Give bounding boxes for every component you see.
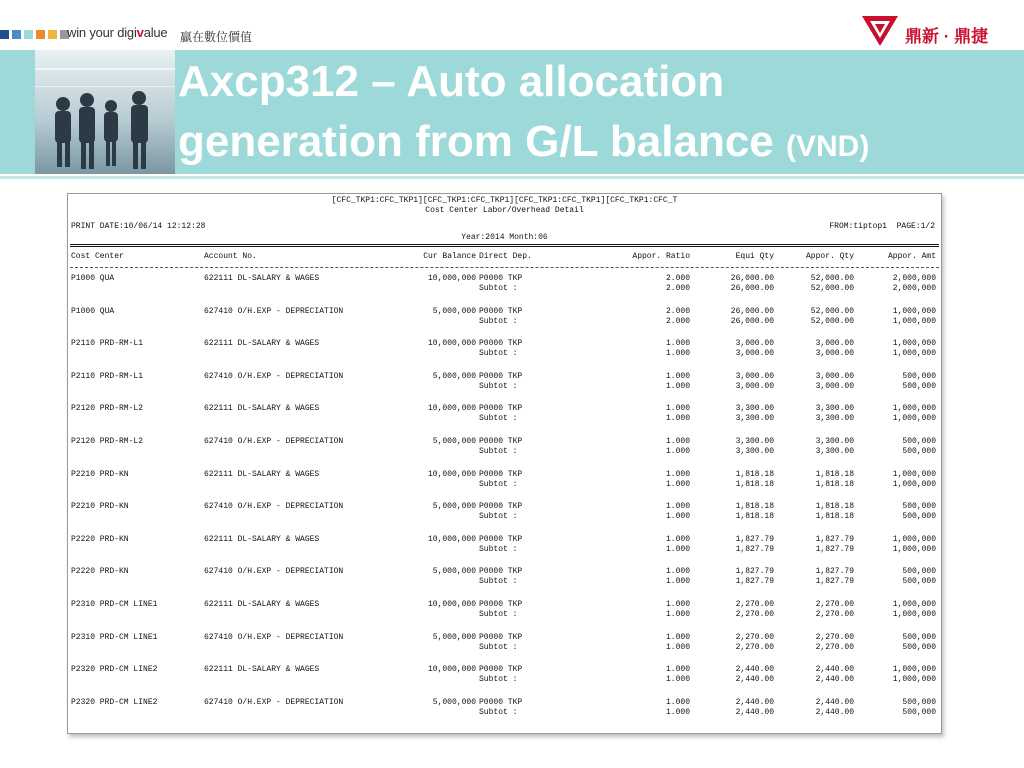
brand-square (24, 30, 33, 39)
brand-slogan: win your digivalue (67, 25, 168, 40)
cell-cost-center: P2110 PRD-RM-L1 (71, 371, 144, 381)
cell-subtot-label: Subtot : (479, 642, 518, 652)
cell-cur-balance: 10,000,000 (427, 274, 476, 283)
cell-cost-center: P2120 PRD-RM-L2 (71, 404, 144, 414)
cell-account-no: 627410 O/H.EXP - DEPRECIATION (204, 567, 344, 577)
cell-appor-ratio: 1.000 (665, 404, 690, 414)
row-subtotal-line (68, 382, 941, 392)
cell-appor-qty: 1,827.79 (815, 567, 854, 577)
row-detail-line (68, 470, 941, 480)
report-header-rule (70, 244, 939, 247)
cell-cost-center: P2120 PRD-RM-L2 (71, 437, 144, 446)
cell-appor-ratio: 1.000 (665, 600, 690, 609)
cell-subtot-equi: 2,440.00 (735, 675, 774, 685)
cell-subtot-label: Subtot : (479, 284, 518, 293)
cell-subtot-amt: 500,000 (902, 642, 936, 652)
cell-subtot-label: Subtot : (479, 349, 518, 359)
table-row (68, 437, 941, 461)
cell-cost-center: P2320 PRD-CM LINE2 (71, 697, 158, 707)
cell-cost-center: P2310 PRD-CM LINE1 (71, 632, 158, 642)
table-row (68, 470, 941, 494)
cell-subtot-label: Subtot : (479, 512, 518, 522)
cell-subtot-appq: 52,000.00 (810, 284, 854, 293)
cell-subtot-appq: 1,818.18 (815, 512, 854, 522)
cell-subtot-label: Subtot : (479, 479, 518, 489)
table-row (68, 502, 941, 526)
cell-appor-amt: 1,000,000 (892, 600, 936, 609)
cell-appor-ratio: 1.000 (665, 567, 690, 577)
cell-subtot-equi: 1,818.18 (735, 479, 774, 489)
cell-subtot-ratio: 1.000 (665, 479, 690, 489)
cell-subtot-appq: 2,270.00 (815, 642, 854, 652)
table-row (68, 600, 941, 624)
cell-subtot-appq: 1,818.18 (815, 479, 854, 489)
cell-equi-qty: 2,270.00 (735, 600, 774, 609)
report-column-rule (70, 267, 939, 268)
company-logo-text: 鼎新 · 鼎捷 (905, 27, 989, 46)
cell-account-no: 627410 O/H.EXP - DEPRECIATION (204, 697, 344, 707)
cell-direct-dep: P0000 TKP (479, 534, 523, 544)
row-detail-line (68, 502, 941, 512)
cell-appor-amt: 500,000 (902, 371, 936, 381)
row-detail-line (68, 372, 941, 382)
cell-subtot-label: Subtot : (479, 544, 518, 554)
cell-equi-qty: 3,300.00 (735, 404, 774, 414)
cell-appor-amt: 1,000,000 (892, 306, 936, 316)
cell-appor-amt: 500,000 (902, 697, 936, 707)
table-row (68, 698, 941, 722)
company-logo-icon (860, 10, 900, 50)
cell-subtot-ratio: 1.000 (665, 512, 690, 522)
cell-direct-dep: P0000 TKP (479, 437, 523, 446)
cell-direct-dep: P0000 TKP (479, 502, 523, 512)
cell-appor-ratio: 1.000 (665, 437, 690, 446)
cell-subtot-amt: 1,000,000 (892, 610, 936, 619)
cell-cur-balance: 5,000,000 (432, 632, 476, 642)
table-row (68, 372, 941, 396)
slide-title (178, 52, 1018, 177)
cell-equi-qty: 1,827.79 (735, 534, 774, 544)
cell-appor-ratio: 2.000 (665, 274, 690, 283)
cell-subtot-equi: 3,000.00 (735, 349, 774, 359)
row-detail-line (68, 698, 941, 708)
brand-square (12, 30, 21, 39)
cell-subtot-amt: 1,000,000 (892, 316, 936, 326)
report-column-headers (68, 252, 941, 264)
cell-subtot-ratio: 1.000 (665, 447, 690, 456)
cell-subtot-amt: 2,000,000 (892, 284, 936, 293)
cell-appor-amt: 1,000,000 (892, 404, 936, 414)
slide-title-currency: (VND) (786, 130, 870, 163)
table-row (68, 307, 941, 331)
cell-account-no: 622111 DL-SALARY & WAGES (204, 600, 320, 609)
cell-account-no: 627410 O/H.EXP - DEPRECIATION (204, 437, 344, 446)
row-subtotal-line (68, 317, 941, 327)
cell-appor-ratio: 1.000 (665, 534, 690, 544)
cell-equi-qty: 2,440.00 (735, 697, 774, 707)
cell-appor-qty: 3,000.00 (815, 371, 854, 381)
cell-appor-ratio: 1.000 (665, 469, 690, 479)
cell-subtot-appq: 1,827.79 (815, 544, 854, 554)
col-appor-amt: Appor. Amt (887, 252, 936, 261)
cell-account-no: 622111 DL-SALARY & WAGES (204, 274, 320, 283)
cell-subtot-amt: 500,000 (902, 577, 936, 587)
cell-appor-ratio: 1.000 (665, 697, 690, 707)
cell-subtot-equi: 26,000.00 (730, 316, 774, 326)
top-bar (0, 0, 1024, 50)
cell-direct-dep: P0000 TKP (479, 306, 523, 316)
cell-subtot-appq: 2,270.00 (815, 610, 854, 619)
report-subtitle: Cost Center Labor/Overhead Detail (425, 206, 584, 215)
cell-appor-qty: 2,440.00 (815, 697, 854, 707)
cell-subtot-amt: 1,000,000 (892, 349, 936, 359)
cell-cost-center: P2320 PRD-CM LINE2 (71, 665, 158, 675)
cell-cur-balance: 10,000,000 (427, 469, 476, 479)
report-page-info: FROM:tiptop1 PAGE:1/2 (829, 222, 935, 231)
cell-cur-balance: 5,000,000 (432, 306, 476, 316)
row-subtotal-line (68, 284, 941, 294)
cell-subtot-label: Subtot : (479, 610, 518, 619)
cell-subtot-ratio: 1.000 (665, 642, 690, 652)
cell-equi-qty: 3,300.00 (735, 437, 774, 446)
row-subtotal-line (68, 675, 941, 685)
cell-appor-amt: 1,000,000 (892, 665, 936, 675)
cell-account-no: 622111 DL-SALARY & WAGES (204, 665, 320, 675)
cell-subtot-ratio: 1.000 (665, 675, 690, 685)
cell-appor-amt: 500,000 (902, 632, 936, 642)
report-top-line: [CFC_TKP1:CFC_TKP1][CFC_TKP1:CFC_TKP1][CFC_TKP1:CFC_TKP1][CFC_TKP1:CFC_T (331, 196, 678, 205)
cell-cost-center: P2210 PRD-KN (71, 502, 129, 512)
cell-subtot-amt: 500,000 (902, 512, 936, 522)
col-direct-dep: Direct Dep. (479, 252, 532, 261)
cell-subtot-amt: 1,000,000 (892, 479, 936, 489)
cell-appor-qty: 2,270.00 (815, 632, 854, 642)
banner-underline (0, 176, 1024, 179)
row-subtotal-line (68, 708, 941, 718)
cell-appor-qty: 52,000.00 (810, 274, 854, 283)
cell-cost-center: P2210 PRD-KN (71, 469, 129, 479)
row-detail-line (68, 633, 941, 643)
row-detail-line (68, 665, 941, 675)
col-cur-balance: Cur Balance (423, 252, 476, 261)
cell-subtot-label: Subtot : (479, 675, 518, 685)
cell-equi-qty: 26,000.00 (730, 274, 774, 283)
cell-appor-amt: 1,000,000 (892, 469, 936, 479)
row-subtotal-line (68, 577, 941, 587)
cell-appor-ratio: 1.000 (665, 371, 690, 381)
cell-account-no: 622111 DL-SALARY & WAGES (204, 534, 320, 544)
col-appor-qty: Appor. Qty (805, 252, 854, 261)
cell-cur-balance: 10,000,000 (427, 534, 476, 544)
cell-account-no: 622111 DL-SALARY & WAGES (204, 339, 320, 349)
cell-cost-center: P1000 QUA (71, 306, 115, 316)
row-detail-line (68, 437, 941, 447)
cell-appor-ratio: 1.000 (665, 339, 690, 349)
table-row (68, 665, 941, 689)
row-detail-line (68, 600, 941, 610)
cell-account-no: 622111 DL-SALARY & WAGES (204, 404, 320, 414)
cell-subtot-equi: 2,270.00 (735, 610, 774, 619)
row-subtotal-line (68, 447, 941, 457)
business-people-photo (35, 50, 175, 174)
cell-subtot-ratio: 1.000 (665, 610, 690, 619)
cell-appor-ratio: 1.000 (665, 502, 690, 512)
cell-subtot-amt: 500,000 (902, 381, 936, 391)
cell-subtot-label: Subtot : (479, 414, 518, 424)
cell-subtot-ratio: 1.000 (665, 577, 690, 587)
cell-account-no: 622111 DL-SALARY & WAGES (204, 469, 320, 479)
cell-subtot-appq: 2,440.00 (815, 707, 854, 717)
row-subtotal-line (68, 414, 941, 424)
cell-direct-dep: P0000 TKP (479, 632, 523, 642)
brand-square (48, 30, 57, 39)
brand-square (36, 30, 45, 39)
cell-subtot-equi: 3,300.00 (735, 447, 774, 456)
cell-appor-qty: 2,270.00 (815, 600, 854, 609)
cell-appor-amt: 1,000,000 (892, 534, 936, 544)
cell-subtot-equi: 2,440.00 (735, 707, 774, 717)
cell-subtot-appq: 3,000.00 (815, 381, 854, 391)
cell-appor-qty: 1,818.18 (815, 469, 854, 479)
cell-subtot-appq: 3,000.00 (815, 349, 854, 359)
table-row (68, 274, 941, 298)
cell-direct-dep: P0000 TKP (479, 274, 523, 283)
cell-equi-qty: 1,827.79 (735, 567, 774, 577)
cell-appor-qty: 3,300.00 (815, 437, 854, 446)
cell-subtot-equi: 2,270.00 (735, 642, 774, 652)
cell-appor-ratio: 1.000 (665, 632, 690, 642)
report-year-month: Year:2014 Month:06 (461, 233, 548, 242)
cell-appor-qty: 3,300.00 (815, 404, 854, 414)
cell-cost-center: P1000 QUA (71, 274, 115, 283)
cell-subtot-amt: 500,000 (902, 707, 936, 717)
cell-subtot-label: Subtot : (479, 316, 518, 326)
cell-subtot-ratio: 2.000 (665, 316, 690, 326)
row-detail-line (68, 567, 941, 577)
table-row (68, 404, 941, 428)
cell-subtot-ratio: 1.000 (665, 707, 690, 717)
cell-subtot-ratio: 1.000 (665, 381, 690, 391)
cell-account-no: 627410 O/H.EXP - DEPRECIATION (204, 632, 344, 642)
row-subtotal-line (68, 545, 941, 555)
cell-subtot-appq: 2,440.00 (815, 675, 854, 685)
col-equi-qty: Equi Qty (735, 252, 774, 261)
cell-cost-center: P2220 PRD-KN (71, 567, 129, 577)
table-row (68, 339, 941, 363)
cell-cost-center: P2220 PRD-KN (71, 534, 129, 544)
cell-appor-ratio: 2.000 (665, 306, 690, 316)
cell-direct-dep: P0000 TKP (479, 404, 523, 414)
cell-subtot-appq: 3,300.00 (815, 447, 854, 456)
cell-subtot-amt: 500,000 (902, 447, 936, 456)
col-cost-center: Cost Center (71, 252, 124, 261)
cell-subtot-equi: 1,827.79 (735, 544, 774, 554)
cell-appor-amt: 500,000 (902, 567, 936, 577)
cell-equi-qty: 26,000.00 (730, 306, 774, 316)
cell-appor-amt: 2,000,000 (892, 274, 936, 283)
cell-appor-qty: 1,818.18 (815, 502, 854, 512)
cell-equi-qty: 1,818.18 (735, 469, 774, 479)
table-row (68, 567, 941, 591)
col-account-no: Account No. (204, 252, 257, 261)
cell-subtot-ratio: 1.000 (665, 414, 690, 424)
cell-subtot-appq: 1,827.79 (815, 577, 854, 587)
cell-subtot-equi: 1,818.18 (735, 512, 774, 522)
cell-direct-dep: P0000 TKP (479, 697, 523, 707)
slide-title-line1: Axcp312 – Auto allocation (178, 57, 725, 106)
cell-direct-dep: P0000 TKP (479, 469, 523, 479)
row-subtotal-line (68, 480, 941, 490)
row-detail-line (68, 307, 941, 317)
cell-subtot-ratio: 2.000 (665, 284, 690, 293)
cell-subtot-label: Subtot : (479, 447, 518, 456)
cell-subtot-label: Subtot : (479, 577, 518, 587)
brand-square (0, 30, 9, 39)
cell-subtot-equi: 1,827.79 (735, 577, 774, 587)
cell-subtot-amt: 1,000,000 (892, 544, 936, 554)
row-detail-line (68, 339, 941, 349)
cell-direct-dep: P0000 TKP (479, 371, 523, 381)
cell-direct-dep: P0000 TKP (479, 339, 523, 349)
cell-account-no: 627410 O/H.EXP - DEPRECIATION (204, 306, 344, 316)
brand-v-mark: v (136, 25, 144, 40)
cell-subtot-equi: 3,000.00 (735, 381, 774, 391)
cell-equi-qty: 3,000.00 (735, 371, 774, 381)
row-detail-line (68, 274, 941, 284)
table-row (68, 535, 941, 559)
cell-account-no: 627410 O/H.EXP - DEPRECIATION (204, 371, 344, 381)
cell-subtot-ratio: 1.000 (665, 349, 690, 359)
row-subtotal-line (68, 610, 941, 620)
cell-cur-balance: 5,000,000 (432, 697, 476, 707)
cell-cur-balance: 10,000,000 (427, 339, 476, 349)
brand-slogan-cn: 贏在數位價值 (180, 30, 253, 44)
cell-appor-qty: 3,000.00 (815, 339, 854, 349)
cell-subtot-equi: 3,300.00 (735, 414, 774, 424)
allocation-report (67, 193, 942, 734)
cell-cur-balance: 10,000,000 (427, 665, 476, 675)
brand-color-squares (0, 30, 69, 39)
cell-equi-qty: 2,270.00 (735, 632, 774, 642)
cell-direct-dep: P0000 TKP (479, 600, 523, 609)
cell-equi-qty: 1,818.18 (735, 502, 774, 512)
cell-appor-ratio: 1.000 (665, 665, 690, 675)
cell-cost-center: P2310 PRD-CM LINE1 (71, 600, 158, 609)
cell-appor-amt: 500,000 (902, 437, 936, 446)
row-subtotal-line (68, 643, 941, 653)
cell-subtot-label: Subtot : (479, 707, 518, 717)
table-row (68, 633, 941, 657)
col-appor-ratio: Appor. Ratio (632, 252, 690, 261)
cell-cur-balance: 5,000,000 (432, 437, 476, 446)
row-subtotal-line (68, 349, 941, 359)
cell-cost-center: P2110 PRD-RM-L1 (71, 339, 144, 349)
report-print-date: PRINT DATE:10/06/14 12:12:28 (71, 222, 206, 231)
row-detail-line (68, 535, 941, 545)
cell-appor-amt: 1,000,000 (892, 339, 936, 349)
cell-cur-balance: 10,000,000 (427, 600, 476, 609)
cell-subtot-amt: 1,000,000 (892, 675, 936, 685)
slide-title-line2: generation from G/L balance (VND) (178, 117, 870, 166)
cell-appor-qty: 2,440.00 (815, 665, 854, 675)
cell-subtot-appq: 3,300.00 (815, 414, 854, 424)
cell-appor-qty: 52,000.00 (810, 306, 854, 316)
cell-appor-qty: 1,827.79 (815, 534, 854, 544)
cell-subtot-amt: 1,000,000 (892, 414, 936, 424)
cell-account-no: 627410 O/H.EXP - DEPRECIATION (204, 502, 344, 512)
cell-direct-dep: P0000 TKP (479, 665, 523, 675)
row-detail-line (68, 404, 941, 414)
row-subtotal-line (68, 512, 941, 522)
cell-subtot-equi: 26,000.00 (730, 284, 774, 293)
cell-equi-qty: 2,440.00 (735, 665, 774, 675)
cell-subtot-label: Subtot : (479, 381, 518, 391)
cell-direct-dep: P0000 TKP (479, 567, 523, 577)
cell-equi-qty: 3,000.00 (735, 339, 774, 349)
cell-subtot-ratio: 1.000 (665, 544, 690, 554)
cell-cur-balance: 10,000,000 (427, 404, 476, 414)
cell-cur-balance: 5,000,000 (432, 371, 476, 381)
cell-cur-balance: 5,000,000 (432, 502, 476, 512)
cell-subtot-appq: 52,000.00 (810, 316, 854, 326)
cell-appor-amt: 500,000 (902, 502, 936, 512)
cell-cur-balance: 5,000,000 (432, 567, 476, 577)
